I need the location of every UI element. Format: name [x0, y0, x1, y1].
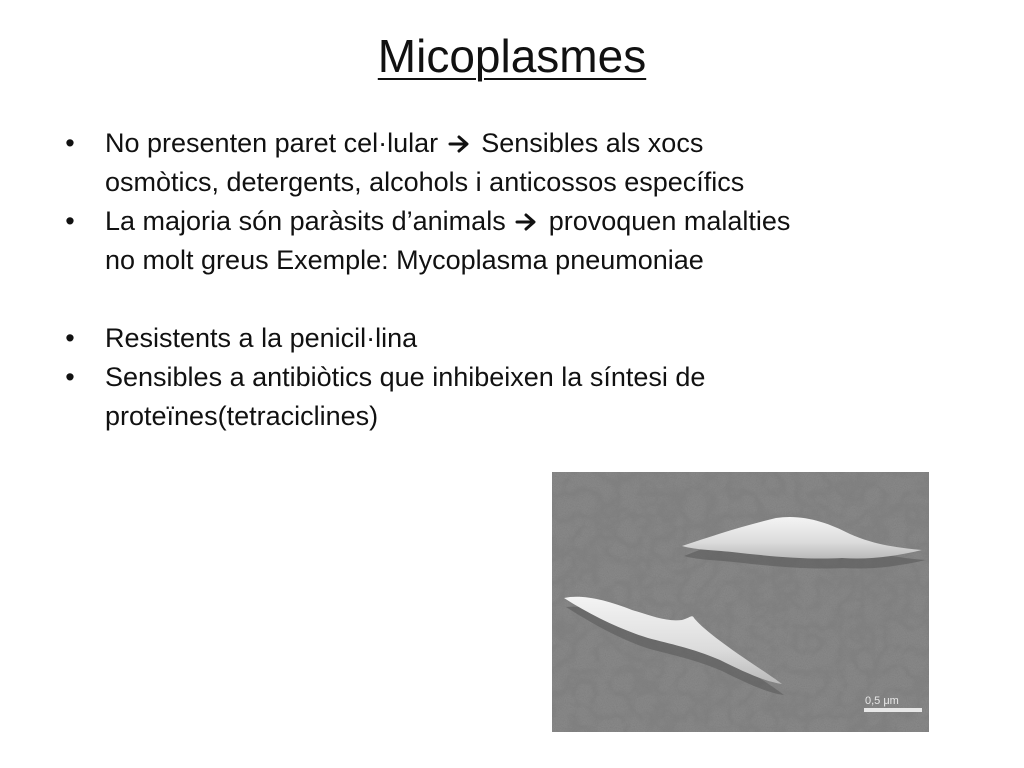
bullet-marker: • [65, 323, 75, 353]
bullet-text: No presenten paret cel·lular [105, 128, 439, 158]
bullet-text: La majoria són paràsits d’animals [105, 206, 506, 236]
list-spacer [60, 280, 980, 319]
bullet-marker: • [65, 362, 75, 392]
bullet-marker: • [65, 206, 75, 236]
right-arrow-icon [448, 134, 472, 154]
scale-bar-label: 0,5 μm [865, 695, 899, 707]
bullet-list [60, 124, 980, 436]
bullet-line [105, 202, 980, 241]
bullet-line: osmòtics, detergents, alcohols i anticossos específics [105, 167, 745, 197]
right-arrow-icon [515, 212, 539, 232]
bullet-line: Resistents a la penicil·lina [105, 323, 418, 353]
bullet-text: Sensibles als xocs [481, 128, 704, 158]
bullet-line: no molt greus Exemple: Mycoplasma pneumoniae [105, 245, 704, 275]
slide-title [0, 26, 1024, 86]
bullet-line: proteïnes(tetraciclines) [105, 401, 379, 431]
scale-bar [864, 708, 922, 712]
bullet-item-cell-wall [60, 124, 980, 202]
slide-title-text: Micoplasmes [377, 30, 647, 82]
bullet-text: provoquen malalties [548, 206, 791, 236]
bullet-marker: • [65, 128, 75, 158]
bullet-item-parasites [60, 202, 980, 280]
bullet-item-penicillin [60, 319, 980, 358]
bullet-line: Sensibles a antibiòtics que inhibeixen la síntesi de [105, 362, 706, 392]
bullet-line [105, 124, 980, 163]
mycoplasma-micrograph [552, 472, 929, 732]
bullet-item-antibiotics [60, 358, 980, 436]
